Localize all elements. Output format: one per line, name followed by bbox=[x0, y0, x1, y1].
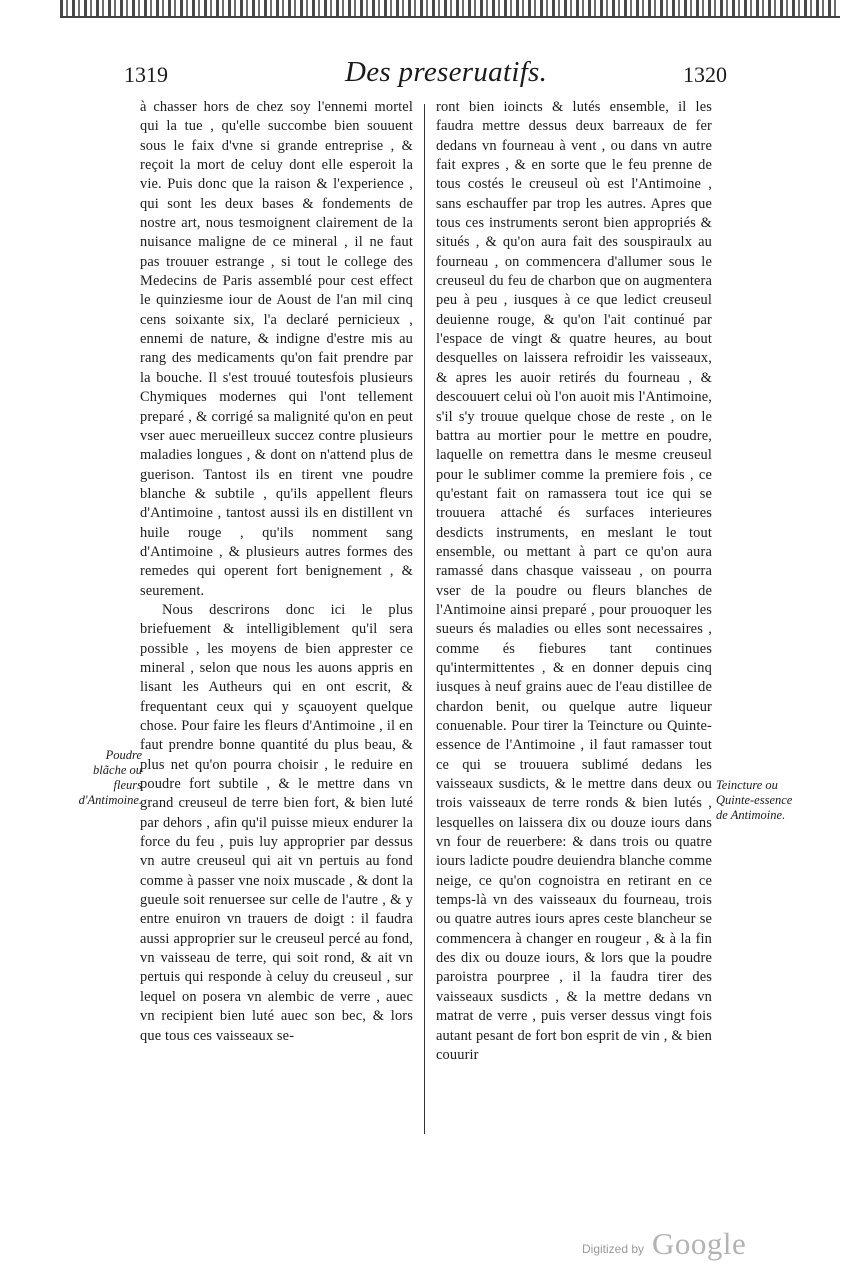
column-divider bbox=[424, 104, 425, 1134]
digitized-watermark bbox=[582, 1222, 746, 1262]
google-logo: Google bbox=[652, 1226, 747, 1261]
scan-top-edge bbox=[60, 0, 840, 18]
margin-note-left: Poudre blãche ou fleurs d'Antimoine. bbox=[78, 748, 142, 807]
margin-note-right: Teincture ou Quinte-essence de Antimoine. bbox=[716, 778, 793, 822]
digitized-label: Digitized by bbox=[582, 1242, 645, 1256]
text-column-right bbox=[436, 98, 712, 1065]
page-number-left: 1319 bbox=[124, 62, 168, 87]
page-number-right: 1320 bbox=[683, 62, 727, 87]
paragraph: à chasser hors de chez soy l'ennemi mortel qui la tue , qu'elle succombe bien souuent sous le faix d'vne si grande entreprise , & reçoit la mort de celuy dont elle esperoit la vie. Puis donc que la raison & l'experience , qui sont les deux bases & fondements de nostre art, nous tesmoignent clairement de la nuisance maligne de ce mineral , il ne faut pas trouuer estrange , si tout le college des Medecins de Paris assemblé pour cest effect le quinziesme iour de Aoust de l'an mil cinq cens soixante six, l'a declaré pernicieux , ennemi de nature, & indigne d'estre mis au rang des medicaments qu'on fait prendre par la bouche. Il s'est trouué toutesfois plusieurs Chymiques modernes qui l'ont tellement preparé , & corrigé sa malignité qu'on en peut vser auec merueilleux succez contre plusieurs maladies longues , & dont on n'attend plus de guerison. Tantost ils en tirent vne poudre blanche & subtile , qu'ils appellent fleurs d'Antimoine , tantost aussi ils en distillent vn huile rouge , qu'ils nomment sang d'Antimoine , & plusieurs autres formes des remedes qui operent fort benignement , & seurement. bbox=[140, 99, 413, 599]
page-header bbox=[0, 56, 854, 98]
text-column-left bbox=[140, 98, 413, 1046]
running-title: Des preseruatifs. bbox=[345, 56, 548, 88]
paragraph: ront bien ioincts & lutés ensemble, il les faudra mettre dessus deux barreaux de fer dedans vn fourneau à vent , ou dans vn autre fait expres , & en sorte que le feu prenne de tous costés le creuseul où est l'Antimoine , sans eschauffer par trop les autres. Apres que tous ces instruments seront bien appropriés & situés , & qu'on aura fait des souspiraulx au fourneau , on commencera d'allumer sous le creuseul du feu de charbon que on augmentera peu à peu , iusques à ce que ledict creuseul deuienne rouge, & qu'on l'ait continué par l'espace de vingt & quatre heures, au bout desquelles on laissera refroidir les vaisseaux, & apres les auoir retirés du fourneau , & descouuert celui où l'on auoit mis l'Antimoine, s'il s'y trouue quelque chose de reste , on le battra au mortier pour le mettre en poudre, laquelle on remettra dans le mesme creuseul pour le sublimer comme la premiere fois , ce qu'estant fait on ramassera tout ice qui se trouuera attaché és surfaces interieures desdicts instruments, en meslant le tout ensemble, ou mettant à part ce qu'on aura ramassé dans chasque vaisseau , on pourra vser de la poudre ou fleurs blanches de l'Antimoine ainsi preparé , pour prouoquer les sueurs és maladies ou elles sont necessaires , comme és fiebures tant continues qu'intermittentes , & en donner depuis cinq iusques à neuf grains auec de l'eau distillee de chardon benit, ou quelque autre liqueur conuenable. Pour tirer la Teincture ou Quinte-essence de l'Antimoine , il faut ramasser tout ce qui se trouuera sublimé dedans les vaisseaux susdicts, & le mettre dans deux ou trois vaisseaux de terre ronds & bien lutés , lesquelles on laissera dix ou douze iours dans vn four de reuerbere: & dans trois ou quatre iours ladicte poudre deuiendra blanche comme neige, ce qu'on cognoistra en retirant en ce temps-là vn des vaisseaux du fourneau, trois ou quatre autres iours apres ceste blancheur se commencera à changer en rougeur , & à la fin des dix ou douze iours, & lors que la poudre paroistra pourpree , il la faudra tirer des vaisseaux susdicts , & la mettre dedans vn matrat de verre , puis verser dessus vingt fois autant pesant de fort bon esprit de vin , & bien couurir bbox=[436, 99, 712, 1063]
paragraph: Nous descrirons donc ici le plus briefuement & intelligiblement qu'il sera possible , les moyens de bien apprester ce mineral , selon que nous les auons appris en lisant les Autheurs qui en ont escrit, & frequentant ceux qui y sçauoyent quelque chose. Pour faire les fleurs d'Antimoine , il en faut prendre bonne quantité du plus beau, & plus net qu'on pourra choisir , le reduire en poudre fort subtile , & le mettre dans vn grand creuseul de terre bien fort, & bien luté par dehors , afin qu'il puisse mieux endurer la force du feu , puis luy approprier par dessus vn autre creuseul qui ait vn pertuis au fond comme à passer vne noix muscade , & dont la gueule soit renuersee sur celle de l'autre , & y entre enuiron vn trauers de doigt : il faudra aussi approprier sur le creuseul percé au fond, vn vaisseau de terre, qui soit rond, & ait vn pertuis qui responde à celuy du creuseul , sur lequel on posera vn alembic de verre , auec vn recipient bien luté auec son bec, & lors que tous ces vaisseaux se- bbox=[140, 601, 413, 1044]
